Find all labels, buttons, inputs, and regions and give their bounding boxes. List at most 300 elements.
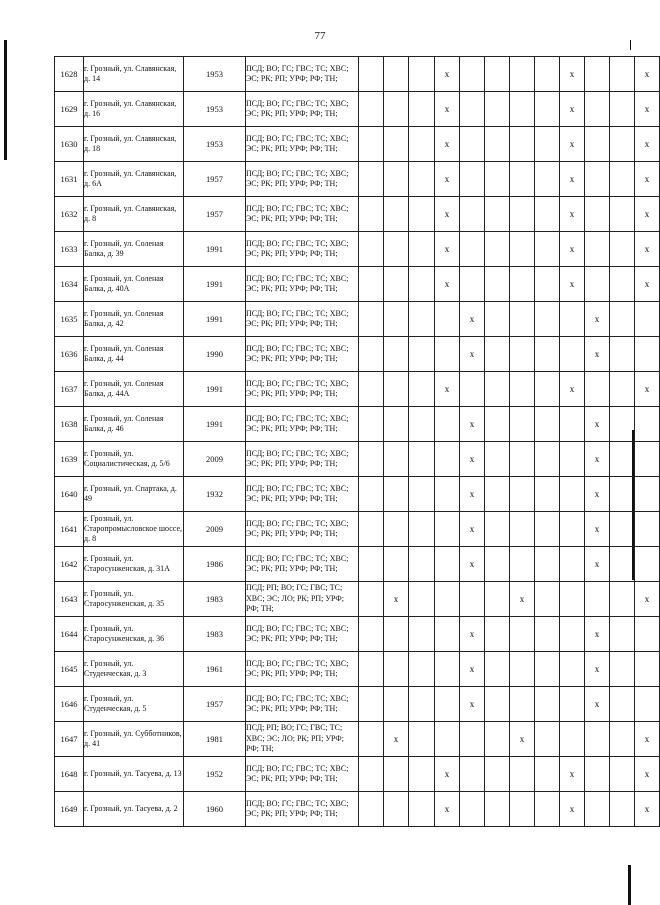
mark-cell: x bbox=[560, 757, 585, 792]
mark-cell bbox=[409, 407, 435, 442]
year-built-cell: 1990 bbox=[184, 337, 246, 372]
mark-cell: x bbox=[435, 232, 460, 267]
mark-cell bbox=[560, 337, 585, 372]
year-built-cell: 1991 bbox=[184, 407, 246, 442]
mark-cell bbox=[510, 652, 535, 687]
mark-cell bbox=[359, 442, 384, 477]
mark-cell: x bbox=[460, 407, 485, 442]
table-row bbox=[55, 757, 660, 792]
mark-cell: x bbox=[585, 617, 610, 652]
address-cell: г. Грозный, ул. Славянская, д. 8 bbox=[84, 197, 184, 232]
mark-cell bbox=[435, 337, 460, 372]
mark-cell bbox=[585, 57, 610, 92]
mark-cell bbox=[359, 477, 384, 512]
mark-cell bbox=[409, 197, 435, 232]
systems-cell: ПСД; ВО; ГС; ГВС; ТС; ХВС; ЭС; РК; РП; УРФ; РФ; ТН; bbox=[246, 757, 359, 792]
mark-cell bbox=[610, 407, 635, 442]
year-built-cell: 1991 bbox=[184, 302, 246, 337]
mark-cell bbox=[560, 687, 585, 722]
mark-cell bbox=[560, 407, 585, 442]
mark-cell: x bbox=[585, 547, 610, 582]
address-cell: г. Грозный, ул. Славянская, д. 16 bbox=[84, 92, 184, 127]
mark-cell bbox=[409, 267, 435, 302]
systems-cell: ПСД; ВО; ГС; ГВС; ТС; ХВС; ЭС; РК; РП; УРФ; РФ; ТН; bbox=[246, 617, 359, 652]
mark-cell bbox=[535, 652, 560, 687]
table-row bbox=[55, 127, 660, 162]
mark-cell bbox=[610, 92, 635, 127]
row-number-cell: 1631 bbox=[55, 162, 84, 197]
mark-cell bbox=[610, 197, 635, 232]
mark-cell bbox=[384, 57, 409, 92]
mark-cell bbox=[510, 162, 535, 197]
mark-cell bbox=[560, 302, 585, 337]
mark-cell bbox=[409, 582, 435, 617]
row-number-cell: 1628 bbox=[55, 57, 84, 92]
systems-cell: ПСД; ВО; ГС; ГВС; ТС; ХВС; ЭС; РК; РП; УРФ; РФ; ТН; bbox=[246, 92, 359, 127]
mark-cell bbox=[485, 57, 510, 92]
row-number-cell: 1640 bbox=[55, 477, 84, 512]
mark-cell bbox=[485, 722, 510, 757]
mark-cell bbox=[460, 372, 485, 407]
mark-cell bbox=[585, 232, 610, 267]
address-cell: г. Грозный, ул. Старосунженская, д. 36 bbox=[84, 617, 184, 652]
mark-cell bbox=[485, 162, 510, 197]
mark-cell bbox=[635, 442, 660, 477]
mark-cell: x bbox=[585, 442, 610, 477]
address-cell: г. Грозный, ул. Старосунженская, д. 35 bbox=[84, 582, 184, 617]
mark-cell: x bbox=[635, 722, 660, 757]
year-built-cell: 1953 bbox=[184, 92, 246, 127]
mark-cell: x bbox=[635, 92, 660, 127]
mark-cell bbox=[460, 267, 485, 302]
systems-cell: ПСД; ВО; ГС; ГВС; ТС; ХВС; ЭС; РК; РП; УРФ; РФ; ТН; bbox=[246, 477, 359, 512]
row-number-cell: 1646 bbox=[55, 687, 84, 722]
mark-cell bbox=[635, 337, 660, 372]
table-row bbox=[55, 547, 660, 582]
mark-cell: x bbox=[460, 337, 485, 372]
mark-cell bbox=[560, 617, 585, 652]
year-built-cell: 1983 bbox=[184, 617, 246, 652]
systems-cell: ПСД; ВО; ГС; ГВС; ТС; ХВС; ЭС; РК; РП; УРФ; РФ; ТН; bbox=[246, 197, 359, 232]
mark-cell bbox=[485, 302, 510, 337]
mark-cell bbox=[510, 92, 535, 127]
mark-cell bbox=[384, 267, 409, 302]
mark-cell bbox=[635, 512, 660, 547]
mark-cell bbox=[359, 407, 384, 442]
mark-cell bbox=[510, 687, 535, 722]
mark-cell bbox=[535, 477, 560, 512]
mark-cell: x bbox=[635, 127, 660, 162]
mark-cell bbox=[409, 442, 435, 477]
mark-cell: x bbox=[560, 162, 585, 197]
mark-cell bbox=[560, 652, 585, 687]
systems-cell: ПСД; ВО; ГС; ГВС; ТС; ХВС; ЭС; РК; РП; УРФ; РФ; ТН; bbox=[246, 267, 359, 302]
mark-cell bbox=[435, 582, 460, 617]
mark-cell bbox=[585, 267, 610, 302]
table-row bbox=[55, 197, 660, 232]
mark-cell bbox=[359, 197, 384, 232]
systems-cell: ПСД; ВО; ГС; ГВС; ТС; ХВС; ЭС; РК; РП; УРФ; РФ; ТН; bbox=[246, 302, 359, 337]
systems-cell: ПСД; ВО; ГС; ГВС; ТС; ХВС; ЭС; РК; РП; УРФ; РФ; ТН; bbox=[246, 792, 359, 827]
mark-cell bbox=[610, 792, 635, 827]
mark-cell bbox=[585, 372, 610, 407]
right-scan-edge-mark-top bbox=[630, 40, 631, 50]
mark-cell: x bbox=[585, 407, 610, 442]
mark-cell bbox=[485, 757, 510, 792]
mark-cell bbox=[409, 652, 435, 687]
mark-cell bbox=[560, 512, 585, 547]
mark-cell bbox=[435, 442, 460, 477]
mark-cell: x bbox=[635, 197, 660, 232]
address-cell: г. Грозный, ул. Тасуева, д. 13 bbox=[84, 757, 184, 792]
mark-cell bbox=[384, 757, 409, 792]
mark-cell bbox=[485, 512, 510, 547]
systems-cell: ПСД; ВО; ГС; ГВС; ТС; ХВС; ЭС; РК; РП; УРФ; РФ; ТН; bbox=[246, 337, 359, 372]
address-cell: г. Грозный, ул. Славянская, д. 6А bbox=[84, 162, 184, 197]
mark-cell bbox=[359, 372, 384, 407]
mark-cell bbox=[535, 162, 560, 197]
table-row bbox=[55, 442, 660, 477]
mark-cell bbox=[610, 477, 635, 512]
mark-cell bbox=[409, 372, 435, 407]
mark-cell bbox=[485, 127, 510, 162]
year-built-cell: 1991 bbox=[184, 372, 246, 407]
mark-cell bbox=[610, 757, 635, 792]
mark-cell bbox=[635, 687, 660, 722]
mark-cell: x bbox=[585, 512, 610, 547]
mark-cell bbox=[510, 337, 535, 372]
systems-cell: ПСД; РП; ВО; ГС; ГВС; ТС; ХВС; ЭС; ЛО; РК; РП; УРФ; РФ; ТН; bbox=[246, 722, 359, 757]
table-row bbox=[55, 302, 660, 337]
year-built-cell: 1961 bbox=[184, 652, 246, 687]
mark-cell bbox=[409, 92, 435, 127]
mark-cell bbox=[384, 652, 409, 687]
year-built-cell: 1991 bbox=[184, 232, 246, 267]
mark-cell bbox=[610, 57, 635, 92]
mark-cell bbox=[635, 652, 660, 687]
mark-cell bbox=[610, 547, 635, 582]
table-row bbox=[55, 722, 660, 757]
mark-cell bbox=[409, 512, 435, 547]
year-built-cell: 1952 bbox=[184, 757, 246, 792]
address-cell: г. Грозный, ул. Соленая Балка, д. 46 bbox=[84, 407, 184, 442]
row-number-cell: 1635 bbox=[55, 302, 84, 337]
year-built-cell: 2009 bbox=[184, 512, 246, 547]
mark-cell bbox=[485, 687, 510, 722]
mark-cell: x bbox=[384, 582, 409, 617]
mark-cell bbox=[560, 477, 585, 512]
table-row bbox=[55, 477, 660, 512]
mark-cell bbox=[585, 582, 610, 617]
mark-cell bbox=[585, 127, 610, 162]
mark-cell bbox=[510, 442, 535, 477]
mark-cell bbox=[610, 337, 635, 372]
mark-cell bbox=[535, 92, 560, 127]
mark-cell bbox=[460, 92, 485, 127]
systems-cell: ПСД; ВО; ГС; ГВС; ТС; ХВС; ЭС; РК; РП; УРФ; РФ; ТН; bbox=[246, 232, 359, 267]
mark-cell: x bbox=[460, 547, 485, 582]
year-built-cell: 1953 bbox=[184, 57, 246, 92]
mark-cell bbox=[384, 442, 409, 477]
mark-cell bbox=[510, 512, 535, 547]
mark-cell: x bbox=[635, 232, 660, 267]
systems-cell: ПСД; ВО; ГС; ГВС; ТС; ХВС; ЭС; РК; РП; УРФ; РФ; ТН; bbox=[246, 442, 359, 477]
mark-cell bbox=[359, 582, 384, 617]
mark-cell bbox=[610, 617, 635, 652]
mark-cell: x bbox=[435, 127, 460, 162]
mark-cell bbox=[435, 302, 460, 337]
mark-cell: x bbox=[435, 92, 460, 127]
mark-cell bbox=[535, 617, 560, 652]
mark-cell bbox=[409, 792, 435, 827]
mark-cell bbox=[384, 337, 409, 372]
address-cell: г. Грозный, ул. Спартака, д. 49 bbox=[84, 477, 184, 512]
mark-cell bbox=[359, 617, 384, 652]
mark-cell bbox=[384, 547, 409, 582]
mark-cell bbox=[460, 757, 485, 792]
address-cell: г. Грозный, ул. Соленая Балка, д. 44 bbox=[84, 337, 184, 372]
mark-cell bbox=[535, 547, 560, 582]
year-built-cell: 1986 bbox=[184, 547, 246, 582]
mark-cell bbox=[435, 407, 460, 442]
mark-cell: x bbox=[435, 267, 460, 302]
mark-cell bbox=[435, 547, 460, 582]
mark-cell: x bbox=[384, 722, 409, 757]
mark-cell bbox=[409, 57, 435, 92]
mark-cell: x bbox=[585, 302, 610, 337]
mark-cell bbox=[485, 267, 510, 302]
year-built-cell: 1953 bbox=[184, 127, 246, 162]
mark-cell bbox=[610, 162, 635, 197]
mark-cell bbox=[610, 267, 635, 302]
mark-cell bbox=[535, 127, 560, 162]
row-number-cell: 1641 bbox=[55, 512, 84, 547]
mark-cell bbox=[535, 267, 560, 302]
mark-cell bbox=[359, 302, 384, 337]
right-scan-edge-mark-bottom bbox=[628, 865, 631, 905]
row-number-cell: 1639 bbox=[55, 442, 84, 477]
mark-cell: x bbox=[585, 652, 610, 687]
mark-cell bbox=[510, 197, 535, 232]
address-cell: г. Грозный, ул. Славянская, д. 18 bbox=[84, 127, 184, 162]
systems-cell: ПСД; ВО; ГС; ГВС; ТС; ХВС; ЭС; РК; РП; УРФ; РФ; ТН; bbox=[246, 407, 359, 442]
mark-cell bbox=[510, 477, 535, 512]
mark-cell bbox=[384, 512, 409, 547]
mark-cell bbox=[535, 582, 560, 617]
mark-cell bbox=[510, 302, 535, 337]
mark-cell bbox=[535, 372, 560, 407]
mark-cell bbox=[384, 162, 409, 197]
mark-cell bbox=[435, 512, 460, 547]
mark-cell bbox=[384, 617, 409, 652]
mark-cell bbox=[460, 57, 485, 92]
mark-cell: x bbox=[435, 197, 460, 232]
mark-cell bbox=[535, 337, 560, 372]
mark-cell: x bbox=[510, 722, 535, 757]
table-row bbox=[55, 582, 660, 617]
mark-cell bbox=[460, 582, 485, 617]
mark-cell bbox=[535, 722, 560, 757]
mark-cell bbox=[610, 512, 635, 547]
mark-cell bbox=[359, 757, 384, 792]
mark-cell bbox=[535, 512, 560, 547]
mark-cell bbox=[510, 57, 535, 92]
mark-cell bbox=[460, 722, 485, 757]
year-built-cell: 1932 bbox=[184, 477, 246, 512]
systems-cell: ПСД; ВО; ГС; ГВС; ТС; ХВС; ЭС; РК; РП; УРФ; РФ; ТН; bbox=[246, 127, 359, 162]
registry-table-wrapper bbox=[54, 56, 650, 827]
mark-cell bbox=[460, 127, 485, 162]
mark-cell: x bbox=[560, 92, 585, 127]
mark-cell bbox=[510, 372, 535, 407]
mark-cell bbox=[635, 477, 660, 512]
mark-cell: x bbox=[560, 127, 585, 162]
mark-cell: x bbox=[635, 267, 660, 302]
mark-cell bbox=[510, 792, 535, 827]
mark-cell bbox=[535, 197, 560, 232]
mark-cell bbox=[585, 162, 610, 197]
address-cell: г. Грозный, ул. Соленая Балка, д. 40А bbox=[84, 267, 184, 302]
mark-cell bbox=[610, 652, 635, 687]
table-row bbox=[55, 407, 660, 442]
mark-cell: x bbox=[435, 372, 460, 407]
mark-cell bbox=[510, 407, 535, 442]
row-number-cell: 1649 bbox=[55, 792, 84, 827]
mark-cell: x bbox=[560, 197, 585, 232]
address-cell: г. Грозный, ул. Субботников, д. 41 bbox=[84, 722, 184, 757]
mark-cell bbox=[610, 372, 635, 407]
mark-cell bbox=[409, 757, 435, 792]
mark-cell: x bbox=[460, 302, 485, 337]
mark-cell: x bbox=[460, 477, 485, 512]
table-row bbox=[55, 162, 660, 197]
address-cell: г. Грозный, ул. Студенческая, д. 3 bbox=[84, 652, 184, 687]
mark-cell bbox=[384, 232, 409, 267]
mark-cell bbox=[485, 582, 510, 617]
year-built-cell: 1957 bbox=[184, 197, 246, 232]
mark-cell bbox=[359, 337, 384, 372]
mark-cell bbox=[384, 302, 409, 337]
systems-cell: ПСД; ВО; ГС; ГВС; ТС; ХВС; ЭС; РК; РП; УРФ; РФ; ТН; bbox=[246, 162, 359, 197]
table-row bbox=[55, 687, 660, 722]
mark-cell: x bbox=[585, 687, 610, 722]
mark-cell bbox=[510, 127, 535, 162]
mark-cell: x bbox=[435, 757, 460, 792]
table-row bbox=[55, 792, 660, 827]
mark-cell bbox=[359, 162, 384, 197]
mark-cell bbox=[610, 687, 635, 722]
mark-cell: x bbox=[635, 57, 660, 92]
mark-cell bbox=[610, 722, 635, 757]
page-number: 77 bbox=[314, 30, 326, 42]
mark-cell bbox=[435, 617, 460, 652]
mark-cell bbox=[510, 267, 535, 302]
mark-cell bbox=[510, 547, 535, 582]
mark-cell bbox=[460, 232, 485, 267]
address-cell: г. Грозный, ул. Соленая Балка, д. 39 bbox=[84, 232, 184, 267]
mark-cell: x bbox=[635, 792, 660, 827]
table-row bbox=[55, 57, 660, 92]
mark-cell bbox=[535, 302, 560, 337]
row-number-cell: 1647 bbox=[55, 722, 84, 757]
mark-cell: x bbox=[635, 162, 660, 197]
mark-cell bbox=[535, 757, 560, 792]
mark-cell bbox=[409, 127, 435, 162]
mark-cell bbox=[409, 547, 435, 582]
mark-cell: x bbox=[435, 162, 460, 197]
mark-cell: x bbox=[635, 757, 660, 792]
mark-cell bbox=[409, 617, 435, 652]
row-number-cell: 1634 bbox=[55, 267, 84, 302]
mark-cell bbox=[409, 477, 435, 512]
mark-cell bbox=[409, 162, 435, 197]
mark-cell bbox=[535, 442, 560, 477]
mark-cell bbox=[435, 722, 460, 757]
row-number-cell: 1638 bbox=[55, 407, 84, 442]
systems-cell: ПСД; ВО; ГС; ГВС; ТС; ХВС; ЭС; РК; РП; УРФ; РФ; ТН; bbox=[246, 652, 359, 687]
mark-cell bbox=[535, 792, 560, 827]
mark-cell bbox=[485, 617, 510, 652]
mark-cell bbox=[435, 652, 460, 687]
row-number-cell: 1644 bbox=[55, 617, 84, 652]
row-number-cell: 1630 bbox=[55, 127, 84, 162]
year-built-cell: 1981 bbox=[184, 722, 246, 757]
mark-cell bbox=[359, 652, 384, 687]
mark-cell bbox=[485, 372, 510, 407]
mark-cell: x bbox=[560, 267, 585, 302]
mark-cell bbox=[359, 722, 384, 757]
year-built-cell: 1957 bbox=[184, 687, 246, 722]
mark-cell bbox=[460, 162, 485, 197]
mark-cell bbox=[635, 302, 660, 337]
table-row bbox=[55, 232, 660, 267]
systems-cell: ПСД; ВО; ГС; ГВС; ТС; ХВС; ЭС; РК; РП; УРФ; РФ; ТН; bbox=[246, 687, 359, 722]
mark-cell: x bbox=[585, 477, 610, 512]
mark-cell bbox=[510, 617, 535, 652]
mark-cell: x bbox=[560, 232, 585, 267]
mark-cell bbox=[610, 302, 635, 337]
mark-cell bbox=[384, 197, 409, 232]
address-cell: г. Грозный, ул. Старопромысловское шоссе, д. 8 bbox=[84, 512, 184, 547]
row-number-cell: 1632 bbox=[55, 197, 84, 232]
mark-cell: x bbox=[560, 57, 585, 92]
mark-cell bbox=[535, 232, 560, 267]
address-cell: г. Грозный, ул. Старосунженская, д. 31А bbox=[84, 547, 184, 582]
mark-cell bbox=[359, 547, 384, 582]
mark-cell: x bbox=[585, 337, 610, 372]
mark-cell bbox=[535, 407, 560, 442]
mark-cell bbox=[510, 232, 535, 267]
mark-cell bbox=[585, 757, 610, 792]
mark-cell bbox=[635, 617, 660, 652]
table-row bbox=[55, 512, 660, 547]
registry-table-body bbox=[55, 57, 660, 827]
year-built-cell: 2009 bbox=[184, 442, 246, 477]
address-cell: г. Грозный, ул. Соленая Балка, д. 42 bbox=[84, 302, 184, 337]
mark-cell bbox=[510, 757, 535, 792]
mark-cell: x bbox=[460, 512, 485, 547]
mark-cell bbox=[359, 127, 384, 162]
row-number-cell: 1637 bbox=[55, 372, 84, 407]
mark-cell: x bbox=[560, 792, 585, 827]
table-row bbox=[55, 617, 660, 652]
systems-cell: ПСД; ВО; ГС; ГВС; ТС; ХВС; ЭС; РК; РП; УРФ; РФ; ТН; bbox=[246, 547, 359, 582]
address-cell: г. Грозный, ул. Студенческая, д. 5 bbox=[84, 687, 184, 722]
mark-cell bbox=[485, 792, 510, 827]
systems-cell: ПСД; ВО; ГС; ГВС; ТС; ХВС; ЭС; РК; РП; УРФ; РФ; ТН; bbox=[246, 372, 359, 407]
mark-cell bbox=[384, 372, 409, 407]
mark-cell bbox=[585, 92, 610, 127]
